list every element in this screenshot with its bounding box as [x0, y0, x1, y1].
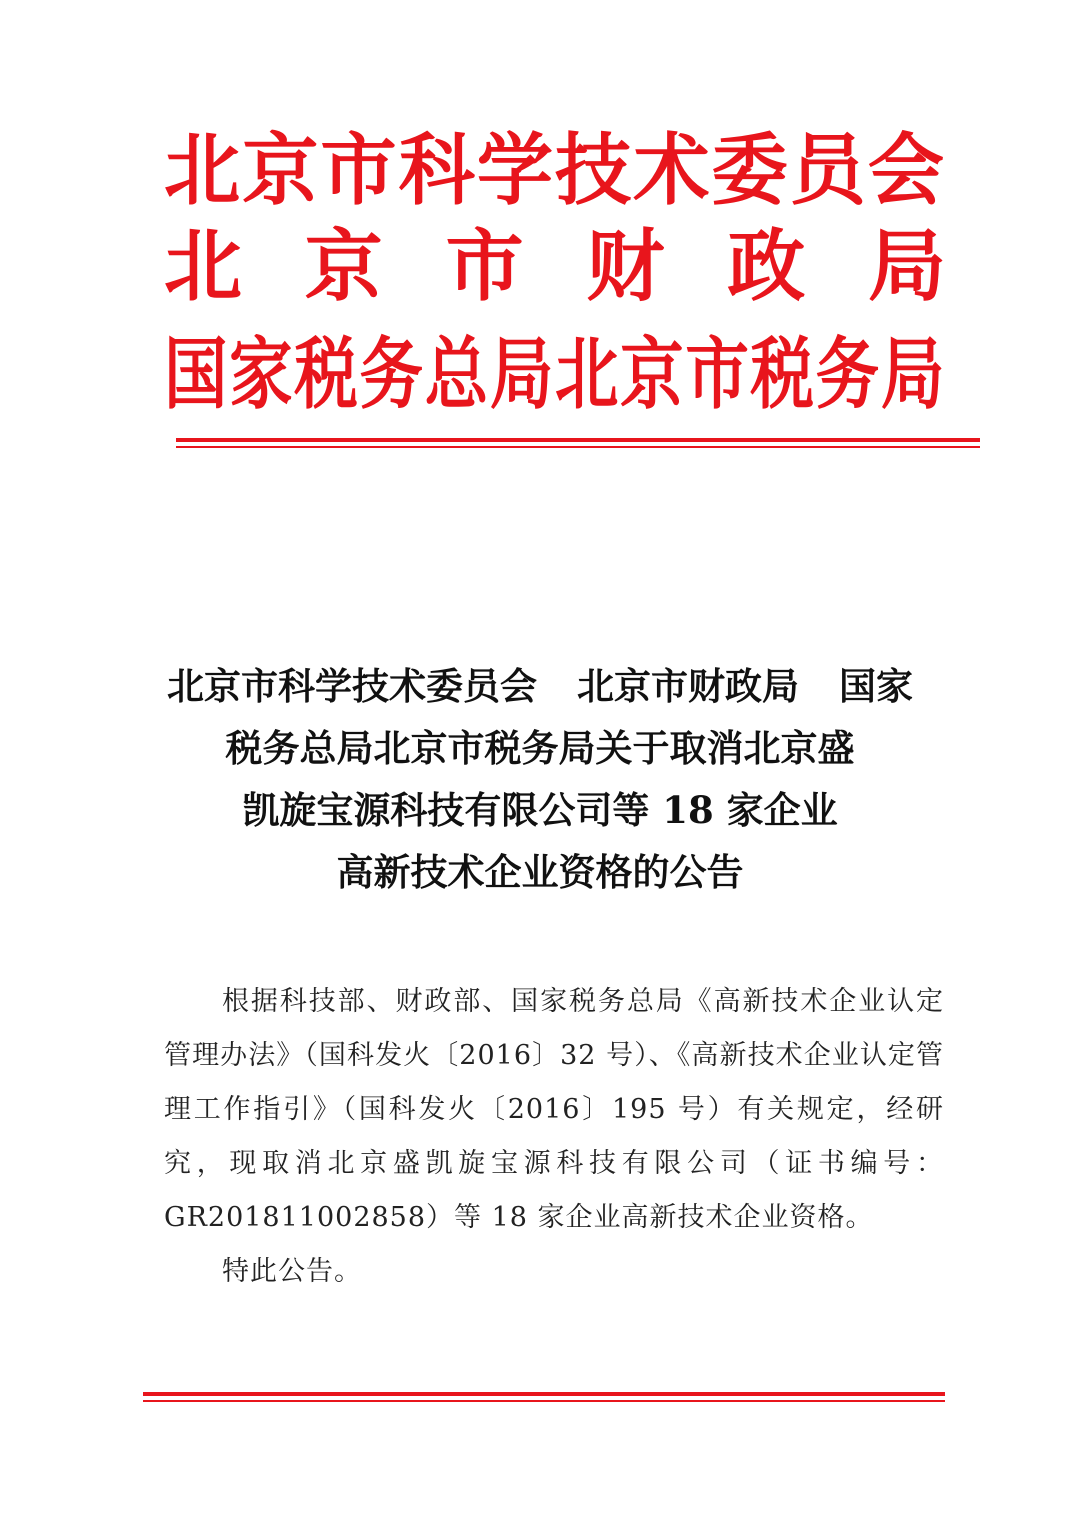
issuer-header-char: 京 — [304, 224, 383, 310]
issuer-header-char: 局 — [867, 224, 946, 310]
title-line-2: 税务总局北京市税务局关于取消北京盛 — [225, 726, 855, 770]
issuer-header-char: 政 — [727, 224, 806, 310]
header-divider-thick — [176, 438, 980, 442]
title-line-3: 凯旋宝源科技有限公司等 18 家企业 — [242, 788, 838, 832]
footer-divider-thick — [143, 1392, 945, 1396]
header-divider — [176, 438, 980, 448]
title-line-1-part-b: 北京市财政局 — [577, 664, 799, 708]
issuer-header-char: 市 — [445, 224, 524, 310]
body-paragraph-2: 特此公告。 — [222, 1256, 362, 1287]
issuer-header-line-1: 北京市科学技术委员会 — [164, 125, 947, 216]
issuer-header-char: 北 — [164, 224, 243, 310]
title-line-4: 高新技术企业资格的公告 — [336, 850, 744, 894]
title-line-1 — [120, 655, 960, 717]
footer-divider — [143, 1392, 945, 1402]
issuer-header-line-3: 国家税务总局北京市税务局 — [164, 329, 947, 420]
body-paragraph-1: 根据科技部、财政部、国家税务总局《高新技术企业认定管理办法》（国科发火〔2016〕32 号）、《高新技术企业认定管理工作指引》（国科发火〔2016〕195 号）有关规定，经研究，现取消北京盛凯旋宝源科技有限公司（证书编号：GR201811002858）等 18 家企业高新技术企业资格。 — [164, 986, 944, 1233]
footer-divider-thin — [143, 1400, 945, 1402]
title-line-1-part-c: 国家 — [839, 664, 913, 708]
title-line-1-part-a: 北京市科学技术委员会 — [167, 664, 537, 708]
document-title — [120, 655, 960, 903]
header-divider-thin — [176, 446, 980, 448]
issuer-header-line-2 — [164, 224, 946, 310]
document-body — [164, 975, 944, 1299]
issuer-header-char: 财 — [586, 224, 665, 310]
